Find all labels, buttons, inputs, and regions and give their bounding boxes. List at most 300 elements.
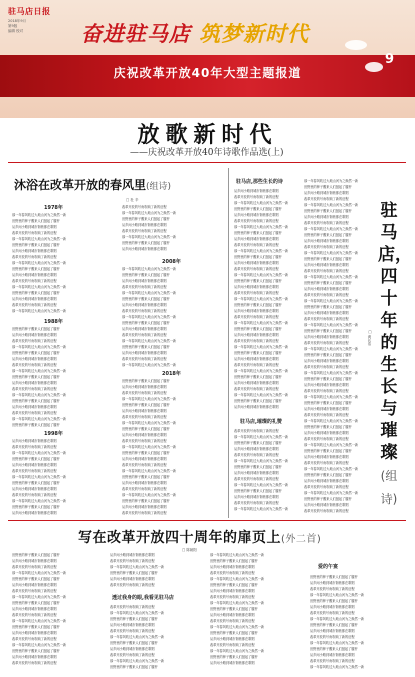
- body-text-line: 改革开放的号角吹响了新的征程: [12, 565, 57, 569]
- body-text-line: 田野里的种子醒来人们挺起了腰杆: [304, 473, 352, 477]
- body-text-line: 那一年春风吹过大地山河为之焕然一新: [12, 499, 67, 503]
- body-text-line: 那一年春风吹过大地山河为之焕然一新: [234, 483, 289, 487]
- body-text-line: 田野里的种子醒来人们挺起了腰杆: [304, 497, 352, 501]
- body-text-line: 田野里的种子醒来人们挺起了腰杆: [122, 321, 170, 325]
- body-text-line: 改革开放的号角吹响了新的征程: [110, 559, 155, 563]
- body-text-line: 改革开放的号角吹响了新的征程: [122, 487, 167, 491]
- body-text-line: 那一年春风吹过大地山河为之焕然一新: [12, 393, 67, 397]
- body-text-line: 从乡间小路到城市街巷都在歌唱: [234, 495, 279, 499]
- poem3-text-block: [12, 552, 102, 670]
- body-text-line: 从乡间小路到城市街巷都在歌唱: [304, 503, 349, 507]
- body-text-line: 那一年春风吹过大地山河为之焕然一新: [12, 571, 67, 575]
- poem1-title-text: 沐浴在改革开放的春风里: [14, 178, 147, 192]
- body-text-line: 那一年春风吹过大地山河为之焕然一新: [122, 235, 177, 239]
- body-text-line: 田野里的种子醒来人们挺起了腰杆: [304, 209, 352, 213]
- body-text-line: 从乡间小路到城市街巷都在歌唱: [122, 409, 167, 413]
- body-text-line: 田野里的种子醒来人们挺起了腰杆: [210, 583, 258, 587]
- body-text-line: 那一年春风吹过大地山河为之焕然一新: [110, 659, 165, 663]
- body-text-line: 从乡间小路到城市街巷都在歌唱: [234, 333, 279, 337]
- body-text-line: 改革开放的号角吹响了新的征程: [234, 363, 279, 367]
- body-text-line: 改革开放的号角吹响了新的征程: [310, 635, 355, 639]
- body-text-line: 改革开放的号角吹响了新的征程: [210, 643, 255, 647]
- body-text-line: 改革开放的号角吹响了新的征程: [234, 315, 279, 319]
- page-subtitle: ——庆祝改革开放40年诗歌作品选(上): [130, 148, 284, 158]
- body-text-line: 田野里的种子醒来人们挺起了腰杆: [122, 273, 170, 277]
- body-text-line: 从乡间小路到城市街巷都在歌唱: [110, 623, 155, 627]
- body-text-line: 那一年春风吹过大地山河为之焕然一新: [12, 261, 67, 265]
- feature-subhead: 庆祝改革开放40年大型主题报道: [113, 66, 302, 80]
- body-text-line: 那一年春风吹过大地山河为之焕然一新: [304, 491, 359, 495]
- body-text-line: 改革开放的号角吹响了新的征程: [234, 477, 279, 481]
- body-text-line: 从乡间小路到城市街巷都在歌唱: [12, 249, 57, 253]
- body-text-line: 从乡间小路到城市街巷都在歌唱: [12, 511, 57, 515]
- body-text-line: 改革开放的号角吹响了新的征程: [304, 317, 349, 321]
- body-text-line: 改革开放的号角吹响了新的征程: [110, 605, 155, 609]
- masthead: [8, 6, 68, 34]
- body-text-line: 从乡间小路到城市街巷都在歌唱: [304, 263, 349, 267]
- body-text-line: 田野里的种子醒来人们挺起了腰杆: [122, 475, 170, 479]
- body-text-line: 田野里的种子醒来人们挺起了腰杆: [304, 305, 352, 309]
- poem2-text-block: [234, 428, 298, 516]
- poem3-text-block: [110, 604, 202, 670]
- body-text-line: 田野里的种子醒来人们挺起了腰杆: [12, 327, 60, 331]
- body-text-line: 从乡间小路到城市街巷都在歌唱: [12, 273, 57, 277]
- body-text-line: 从乡间小路到城市街巷都在歌唱: [234, 213, 279, 217]
- body-text-line: 那一年春风吹过大地山河为之焕然一新: [234, 249, 289, 253]
- body-text-line: 那一年春风吹过大地山河为之焕然一新: [122, 211, 177, 215]
- poem1-text-block: [122, 204, 222, 256]
- body-text-line: 田野里的种子醒来人们挺起了腰杆: [110, 665, 158, 669]
- body-text-line: 田野里的种子醒来人们挺起了腰杆: [310, 623, 358, 627]
- body-text-line: 从乡间小路到城市街巷都在歌唱: [304, 479, 349, 483]
- poem2-title-text: 驻马店，四十年的生长与璀璨: [378, 201, 412, 463]
- body-text-line: 那一年春风吹过大地山河为之焕然一新: [122, 363, 177, 367]
- body-text-line: 那一年春风吹过大地山河为之焕然一新: [310, 617, 365, 621]
- poem1-byline: □ 杜 辛: [126, 198, 139, 202]
- body-text-line: 那一年春风吹过大地山河为之焕然一新: [304, 251, 359, 255]
- body-text-line: 那一年春风吹过大地山河为之焕然一新: [12, 417, 67, 421]
- body-text-line: 改革开放的号角吹响了新的征程: [304, 365, 349, 369]
- column-divider: [228, 168, 229, 518]
- body-text-line: 从乡间小路到城市街巷都在歌唱: [304, 335, 349, 339]
- body-text-line: 从乡间小路到城市街巷都在歌唱: [304, 383, 349, 387]
- body-text-line: 田野里的种子醒来人们挺起了腰杆: [110, 571, 158, 575]
- newspaper-logo: 驻马店日报: [8, 7, 51, 16]
- body-text-line: 改革开放的号角吹响了新的征程: [304, 341, 349, 345]
- body-text-line: 田野里的种子醒来人们挺起了腰杆: [234, 489, 282, 493]
- body-text-line: 从乡间小路到城市街巷都在歌唱: [12, 439, 57, 443]
- body-text-line: 改革开放的号角吹响了新的征程: [122, 205, 167, 209]
- body-text-line: 田野里的种子醒来人们挺起了腰杆: [12, 243, 60, 247]
- body-text-line: 改革开放的号角吹响了新的征程: [122, 229, 167, 233]
- body-text-line: 田野里的种子醒来人们挺起了腰杆: [234, 255, 282, 259]
- body-text-line: 那一年春风吹过大地山河为之焕然一新: [234, 435, 289, 439]
- body-text-line: 从乡间小路到城市街巷都在歌唱: [304, 407, 349, 411]
- body-text-line: 改革开放的号角吹响了新的征程: [12, 303, 57, 307]
- body-text-line: 那一年春风吹过大地山河为之焕然一新: [12, 451, 67, 455]
- body-text-line: 田野里的种子醒来人们挺起了腰杆: [12, 505, 60, 509]
- body-text-line: 从乡间小路到城市街巷都在歌唱: [304, 287, 349, 291]
- body-text-line: 那一年春风吹过大地山河为之焕然一新: [234, 273, 289, 277]
- body-text-line: 田野里的种子醒来人们挺起了腰杆: [12, 399, 60, 403]
- poem2-text-block: [234, 188, 298, 414]
- masthead-meta-line: 2018年9月: [8, 19, 27, 23]
- body-text-line: 那一年春风吹过大地山河为之焕然一新: [12, 475, 67, 479]
- divider: [8, 162, 406, 163]
- body-text-line: 那一年春风吹过大地山河为之焕然一新: [234, 393, 289, 397]
- body-text-line: 改革开放的号角吹响了新的征程: [234, 429, 279, 433]
- body-text-line: 改革开放的号角吹响了新的征程: [122, 511, 167, 515]
- body-text-line: 那一年春风吹过大地山河为之焕然一新: [122, 397, 177, 401]
- body-text-line: 改革开放的号角吹响了新的征程: [122, 357, 167, 361]
- body-text-line: 那一年春风吹过大地山河为之焕然一新: [12, 285, 67, 289]
- body-text-line: 改革开放的号角吹响了新的征程: [12, 279, 57, 283]
- body-text-line: 改革开放的号角吹响了新的征程: [12, 339, 57, 343]
- body-text-line: 那一年春风吹过大地山河为之焕然一新: [12, 309, 67, 313]
- body-text-line: 改革开放的号角吹响了新的征程: [210, 595, 255, 599]
- body-text-line: 改革开放的号角吹响了新的征程: [304, 461, 349, 465]
- body-text-line: 那一年春风吹过大地山河为之焕然一新: [122, 315, 177, 319]
- body-text-line: 田野里的种子醒来人们挺起了腰杆: [304, 281, 352, 285]
- body-text-line: 从乡间小路到城市街巷都在歌唱: [122, 505, 167, 509]
- poem1-title: [14, 176, 171, 193]
- body-text-line: 改革开放的号角吹响了新的征程: [12, 387, 57, 391]
- body-text-line: 那一年春风吹过大地山河为之焕然一新: [210, 601, 265, 605]
- body-text-line: 从乡间小路到城市街巷都在歌唱: [310, 605, 355, 609]
- body-text-line: 改革开放的号角吹响了新的征程: [12, 589, 57, 593]
- body-text-line: 改革开放的号角吹响了新的征程: [304, 269, 349, 273]
- body-text-line: 那一年春风吹过大地山河为之焕然一新: [304, 179, 359, 183]
- body-text-line: 从乡间小路到城市街巷都在歌唱: [234, 261, 279, 265]
- body-text-line: 改革开放的号角吹响了新的征程: [234, 339, 279, 343]
- body-text-line: 从乡间小路到城市街巷都在歌唱: [210, 589, 255, 593]
- body-text-line: 那一年春风吹过大地山河为之焕然一新: [304, 467, 359, 471]
- body-text-line: 从乡间小路到城市街巷都在歌唱: [12, 583, 57, 587]
- body-text-line: 从乡间小路到城市街巷都在歌唱: [210, 661, 255, 665]
- poem3-section-title: 透过我身的眼,我看见驻马店: [112, 595, 174, 601]
- body-text-line: 改革开放的号角吹响了新的征程: [304, 221, 349, 225]
- body-text-line: 田野里的种子醒来人们挺起了腰杆: [234, 279, 282, 283]
- poem3-title-text: 写在改革开放四十周年的扉页上: [78, 530, 281, 546]
- body-text-line: 田野里的种子醒来人们挺起了腰杆: [210, 655, 258, 659]
- body-text-line: 那一年春风吹过大地山河为之焕然一新: [304, 419, 359, 423]
- body-text-line: 改革开放的号角吹响了新的征程: [210, 571, 255, 575]
- body-text-line: 改革开放的号角吹响了新的征程: [12, 661, 57, 665]
- body-text-line: 那一年春风吹过大地山河为之焕然一新: [122, 291, 177, 295]
- body-text-line: 从乡间小路到城市街巷都在歌唱: [12, 655, 57, 659]
- poem3-byline: □ 陈朝阳: [182, 548, 197, 552]
- body-text-line: 那一年春风吹过大地山河为之焕然一新: [304, 299, 359, 303]
- body-text-line: 那一年春风吹过大地山河为之焕然一新: [304, 443, 359, 447]
- year-heading: 1978年: [44, 205, 63, 211]
- body-text-line: 改革开放的号角吹响了新的征程: [304, 293, 349, 297]
- body-text-line: 那一年春风吹过大地山河为之焕然一新: [122, 421, 177, 425]
- body-text-line: 改革开放的号角吹响了新的征程: [122, 415, 167, 419]
- body-text-line: 那一年春风吹过大地山河为之焕然一新: [122, 493, 177, 497]
- body-text-line: 田野里的种子醒来人们挺起了腰杆: [304, 233, 352, 237]
- poem3-text-block: [210, 552, 302, 670]
- body-text-line: 田野里的种子醒来人们挺起了腰杆: [12, 351, 60, 355]
- body-text-line: 那一年春风吹过大地山河为之焕然一新: [234, 345, 289, 349]
- body-text-line: 改革开放的号角吹响了新的征程: [122, 309, 167, 313]
- body-text-line: 那一年春风吹过大地山河为之焕然一新: [12, 345, 67, 349]
- body-text-line: 改革开放的号角吹响了新的征程: [234, 195, 279, 199]
- divider: [8, 520, 406, 521]
- body-text-line: 田野里的种子醒来人们挺起了腰杆: [12, 553, 60, 557]
- body-text-line: 从乡间小路到城市街巷都在歌唱: [304, 191, 349, 195]
- body-text-line: 从乡间小路到城市街巷都在歌唱: [12, 405, 57, 409]
- body-text-line: 田野里的种子醒来人们挺起了腰杆: [122, 241, 170, 245]
- body-text-line: 从乡间小路到城市街巷都在歌唱: [234, 447, 279, 451]
- body-text-line: 那一年春风吹过大地山河为之焕然一新: [234, 459, 289, 463]
- poem1-text-block: [12, 438, 112, 516]
- slogan-part-a: 奋进驻马店: [80, 21, 191, 46]
- body-text-line: 改革开放的号角吹响了新的征程: [310, 611, 355, 615]
- body-text-line: 改革开放的号角吹响了新的征程: [110, 583, 155, 587]
- body-text-line: 从乡间小路到城市街巷都在歌唱: [304, 359, 349, 363]
- masthead-meta-line: 第9版: [8, 24, 18, 28]
- body-text-line: 那一年春风吹过大地山河为之焕然一新: [304, 227, 359, 231]
- body-text-line: 从乡间小路到城市街巷都在歌唱: [210, 613, 255, 617]
- body-text-line: 田野里的种子醒来人们挺起了腰杆: [310, 599, 358, 603]
- body-text-line: 改革开放的号角吹响了新的征程: [234, 219, 279, 223]
- poem2-section-title: 驻马店,璀璨的礼赞: [240, 419, 282, 425]
- body-text-line: 从乡间小路到城市街巷都在歌唱: [122, 351, 167, 355]
- body-text-line: 田野里的种子醒来人们挺起了腰杆: [12, 291, 60, 295]
- body-text-line: 田野里的种子醒来人们挺起了腰杆: [12, 457, 60, 461]
- body-text-line: 改革开放的号角吹响了新的征程: [304, 509, 349, 513]
- body-text-line: 从乡间小路到城市街巷都在歌唱: [304, 455, 349, 459]
- year-heading: 2018年: [162, 371, 181, 377]
- body-text-line: 那一年春风吹过大地山河为之焕然一新: [234, 507, 289, 511]
- body-text-line: 改革开放的号角吹响了新的征程: [122, 463, 167, 467]
- body-text-line: 改革开放的号角吹响了新的征程: [234, 387, 279, 391]
- body-text-line: 田野里的种子醒来人们挺起了腰杆: [210, 607, 258, 611]
- body-text-line: 改革开放的号角吹响了新的征程: [122, 391, 167, 395]
- body-text-line: 田野里的种子醒来人们挺起了腰杆: [304, 401, 352, 405]
- body-text-line: 田野里的种子醒来人们挺起了腰杆: [234, 399, 282, 403]
- body-text-line: 从乡间小路到城市街巷都在歌唱: [234, 381, 279, 385]
- body-text-line: 那一年春风吹过大地山河为之焕然一新: [210, 577, 265, 581]
- body-text-line: 改革开放的号角吹响了新的征程: [310, 587, 355, 591]
- body-text-line: 从乡间小路到城市街巷都在歌唱: [122, 481, 167, 485]
- year-heading: 1988年: [44, 319, 63, 325]
- body-text-line: 田野里的种子醒来人们挺起了腰杆: [310, 575, 358, 579]
- masthead-meta: [8, 19, 68, 34]
- body-text-line: 改革开放的号角吹响了新的征程: [122, 285, 167, 289]
- body-text-line: 田野里的种子醒来人们挺起了腰杆: [12, 577, 60, 581]
- body-text-line: 从乡间小路到城市街巷都在歌唱: [12, 333, 57, 337]
- body-text-line: 那一年春风吹过大地山河为之焕然一新: [122, 445, 177, 449]
- body-text-line: 那一年春风吹过大地山河为之焕然一新: [210, 553, 265, 557]
- body-text-line: 从乡间小路到城市街巷都在歌唱: [310, 653, 355, 657]
- body-text-line: 改革开放的号角吹响了新的征程: [12, 363, 57, 367]
- body-text-line: 从乡间小路到城市街巷都在歌唱: [12, 225, 57, 229]
- body-text-line: 田野里的种子醒来人们挺起了腰杆: [110, 617, 158, 621]
- body-text-line: 那一年春风吹过大地山河为之焕然一新: [304, 323, 359, 327]
- body-text-line: 那一年春风吹过大地山河为之焕然一新: [304, 347, 359, 351]
- masthead-meta-line: 编辑 校对: [8, 29, 24, 33]
- poem3-text-block: [110, 552, 202, 592]
- body-text-line: 那一年春风吹过大地山河为之焕然一新: [234, 321, 289, 325]
- body-text-line: 田野里的种子醒来人们挺起了腰杆: [304, 377, 352, 381]
- poem2-genre: (组诗): [380, 469, 398, 506]
- body-text-line: 田野里的种子醒来人们挺起了腰杆: [234, 375, 282, 379]
- body-text-line: 从乡间小路到城市街巷都在歌唱: [12, 559, 57, 563]
- body-text-line: 田野里的种子醒来人们挺起了腰杆: [310, 647, 358, 651]
- poem3-text-block: [310, 574, 406, 670]
- body-text-line: 田野里的种子醒来人们挺起了腰杆: [234, 351, 282, 355]
- body-text-line: 改革开放的号角吹响了新的征程: [304, 485, 349, 489]
- body-text-line: 田野里的种子醒来人们挺起了腰杆: [12, 625, 60, 629]
- year-heading: 2008年: [162, 259, 181, 265]
- body-text-line: 那一年春风吹过大地山河为之焕然一新: [12, 369, 67, 373]
- body-text-line: 田野里的种子醒来人们挺起了腰杆: [12, 267, 60, 271]
- body-text-line: 田野里的种子醒来人们挺起了腰杆: [234, 465, 282, 469]
- body-text-line: 田野里的种子醒来人们挺起了腰杆: [234, 441, 282, 445]
- body-text-line: 从乡间小路到城市街巷都在歌唱: [310, 581, 355, 585]
- body-text-line: 改革开放的号角吹响了新的征程: [304, 437, 349, 441]
- poem3-title: [78, 527, 321, 547]
- body-text-line: 田野里的种子醒来人们挺起了腰杆: [122, 297, 170, 301]
- slogan: [60, 18, 330, 48]
- body-text-line: 改革开放的号角吹响了新的征程: [12, 613, 57, 617]
- body-text-line: 改革开放的号角吹响了新的征程: [310, 659, 355, 663]
- body-text-line: 从乡间小路到城市街巷都在歌唱: [234, 357, 279, 361]
- dove-icon: [345, 40, 367, 50]
- body-text-line: 那一年春风吹过大地山河为之焕然一新: [122, 339, 177, 343]
- body-text-line: 改革开放的号角吹响了新的征程: [12, 469, 57, 473]
- body-text-line: 那一年春风吹过大地山河为之焕然一新: [12, 595, 67, 599]
- body-text-line: 从乡间小路到城市街巷都在歌唱: [304, 215, 349, 219]
- body-text-line: 那一年春风吹过大地山河为之焕然一新: [12, 237, 67, 241]
- body-text-line: 田野里的种子醒来人们挺起了腰杆: [122, 345, 170, 349]
- body-text-line: 那一年春风吹过大地山河为之焕然一新: [110, 635, 165, 639]
- body-text-line: 改革开放的号角吹响了新的征程: [12, 445, 57, 449]
- body-text-line: 那一年春风吹过大地山河为之焕然一新: [234, 201, 289, 205]
- body-text-line: 改革开放的号角吹响了新的征程: [234, 453, 279, 457]
- body-text-line: 田野里的种子醒来人们挺起了腰杆: [12, 219, 60, 223]
- body-text-line: 改革开放的号角吹响了新的征程: [210, 619, 255, 623]
- poem1-text-block: [122, 378, 222, 516]
- page-title: 放歌新时代: [137, 123, 278, 148]
- body-text-line: 那一年春风吹过大地山河为之焕然一新: [12, 213, 67, 217]
- body-text-line: 那一年春风吹过大地山河为之焕然一新: [122, 469, 177, 473]
- body-text-line: 田野里的种子醒来人们挺起了腰杆: [304, 329, 352, 333]
- body-text-line: 从乡间小路到城市街巷都在歌唱: [122, 279, 167, 283]
- body-text-line: 那一年春风吹过大地山河为之焕然一新: [234, 369, 289, 373]
- body-text-line: 从乡间小路到城市街巷都在歌唱: [12, 297, 57, 301]
- body-text-line: 田野里的种子醒来人们挺起了腰杆: [122, 451, 170, 455]
- body-text-line: 从乡间小路到城市街巷都在歌唱: [234, 309, 279, 313]
- body-text-line: 从乡间小路到城市街巷都在歌唱: [234, 471, 279, 475]
- body-text-line: 从乡间小路到城市街巷都在歌唱: [110, 553, 155, 557]
- body-text-line: 那一年春风吹过大地山河为之焕然一新: [304, 371, 359, 375]
- body-text-line: 从乡间小路到城市街巷都在歌唱: [122, 223, 167, 227]
- body-text-line: 田野里的种子醒来人们挺起了腰杆: [122, 379, 170, 383]
- body-text-line: 那一年春风吹过大地山河为之焕然一新: [110, 611, 165, 615]
- body-text-line: 田野里的种子醒来人们挺起了腰杆: [122, 403, 170, 407]
- body-text-line: 改革开放的号角吹响了新的征程: [234, 267, 279, 271]
- body-text-line: 从乡间小路到城市街巷都在歌唱: [234, 189, 279, 193]
- body-text-line: 田野里的种子醒来人们挺起了腰杆: [12, 423, 60, 427]
- body-text-line: 田野里的种子醒来人们挺起了腰杆: [234, 231, 282, 235]
- body-text-line: 改革开放的号角吹响了新的征程: [110, 629, 155, 633]
- body-text-line: 从乡间小路到城市街巷都在歌唱: [122, 385, 167, 389]
- body-text-line: 那一年春风吹过大地山河为之焕然一新: [234, 297, 289, 301]
- body-text-line: 改革开放的号角吹响了新的征程: [304, 245, 349, 249]
- poem1-genre: (组诗): [146, 182, 172, 192]
- body-text-line: 那一年春风吹过大地山河为之焕然一新: [234, 225, 289, 229]
- poem1-text-block: [12, 326, 112, 428]
- body-text-line: 田野里的种子醒来人们挺起了腰杆: [210, 559, 258, 563]
- body-text-line: 田野里的种子醒来人们挺起了腰杆: [12, 375, 60, 379]
- body-text-line: 那一年春风吹过大地山河为之焕然一新: [310, 665, 365, 669]
- body-text-line: 那一年春风吹过大地山河为之焕然一新: [304, 395, 359, 399]
- body-text-line: 那一年春风吹过大地山河为之焕然一新: [304, 203, 359, 207]
- body-text-line: 从乡间小路到城市街巷都在歌唱: [122, 327, 167, 331]
- body-text-line: 那一年春风吹过大地山河为之焕然一新: [310, 641, 365, 645]
- body-text-line: 田野里的种子醒来人们挺起了腰杆: [304, 425, 352, 429]
- body-text-line: 改革开放的号角吹响了新的征程: [122, 439, 167, 443]
- poem3-genre: (外二首): [281, 534, 322, 545]
- body-text-line: 改革开放的号角吹响了新的征程: [122, 333, 167, 337]
- body-text-line: 那一年春风吹过大地山河为之焕然一新: [210, 649, 265, 653]
- body-text-line: 从乡间小路到城市街巷都在歌唱: [210, 565, 255, 569]
- body-text-line: 改革开放的号角吹响了新的征程: [234, 243, 279, 247]
- body-text-line: 改革开放的号角吹响了新的征程: [12, 637, 57, 641]
- body-text-line: 改革开放的号角吹响了新的征程: [12, 231, 57, 235]
- poem3-section-title: 爱的午宴: [318, 564, 339, 570]
- body-text-line: 从乡间小路到城市街巷都在歌唱: [210, 637, 255, 641]
- body-text-line: 田野里的种子醒来人们挺起了腰杆: [122, 427, 170, 431]
- body-text-line: 从乡间小路到城市街巷都在歌唱: [122, 247, 167, 251]
- body-text-line: 改革开放的号角吹响了新的征程: [304, 389, 349, 393]
- body-text-line: 田野里的种子醒来人们挺起了腰杆: [110, 641, 158, 645]
- body-text-line: 那一年春风吹过大地山河为之焕然一新: [310, 593, 365, 597]
- poem1-text-block: [12, 212, 112, 316]
- body-text-line: 田野里的种子醒来人们挺起了腰杆: [210, 631, 258, 635]
- body-text-line: 从乡间小路到城市街巷都在歌唱: [304, 239, 349, 243]
- body-text-line: 改革开放的号角吹响了新的征程: [234, 291, 279, 295]
- body-text-line: 从乡间小路到城市街巷都在歌唱: [122, 303, 167, 307]
- body-text-line: 田野里的种子醒来人们挺起了腰杆: [234, 207, 282, 211]
- body-text-line: 从乡间小路到城市街巷都在歌唱: [12, 487, 57, 491]
- body-text-line: 从乡间小路到城市街巷都在歌唱: [12, 607, 57, 611]
- slogan-part-b: 筑梦新时代: [199, 21, 310, 46]
- poem1-text-block: [122, 266, 222, 368]
- body-text-line: 从乡间小路到城市街巷都在歌唱: [304, 311, 349, 315]
- body-text-line: 田野里的种子醒来人们挺起了腰杆: [122, 217, 170, 221]
- body-text-line: 从乡间小路到城市街巷都在歌唱: [234, 237, 279, 241]
- body-text-line: 田野里的种子醒来人们挺起了腰杆: [304, 449, 352, 453]
- body-text-line: 从乡间小路到城市街巷都在歌唱: [12, 463, 57, 467]
- body-text-line: 从乡间小路到城市街巷都在歌唱: [304, 431, 349, 435]
- body-text-line: 改革开放的号角吹响了新的征程: [12, 493, 57, 497]
- body-text-line: 改革开放的号角吹响了新的征程: [12, 411, 57, 415]
- body-text-line: 从乡间小路到城市街巷都在歌唱: [234, 285, 279, 289]
- body-text-line: 那一年春风吹过大地山河为之焕然一新: [122, 267, 177, 271]
- body-text-line: 从乡间小路到城市街巷都在歌唱: [12, 631, 57, 635]
- body-text-line: 改革开放的号角吹响了新的征程: [110, 653, 155, 657]
- body-text-line: 改革开放的号角吹响了新的征程: [304, 197, 349, 201]
- body-text-line: 从乡间小路到城市街巷都在歌唱: [12, 381, 57, 385]
- body-text-line: 田野里的种子醒来人们挺起了腰杆: [304, 257, 352, 261]
- body-text-line: 田野里的种子醒来人们挺起了腰杆: [304, 185, 352, 189]
- year-heading: 1998年: [44, 431, 63, 437]
- body-text-line: 那一年春风吹过大地山河为之焕然一新: [12, 619, 67, 623]
- page-number: 9: [385, 52, 395, 67]
